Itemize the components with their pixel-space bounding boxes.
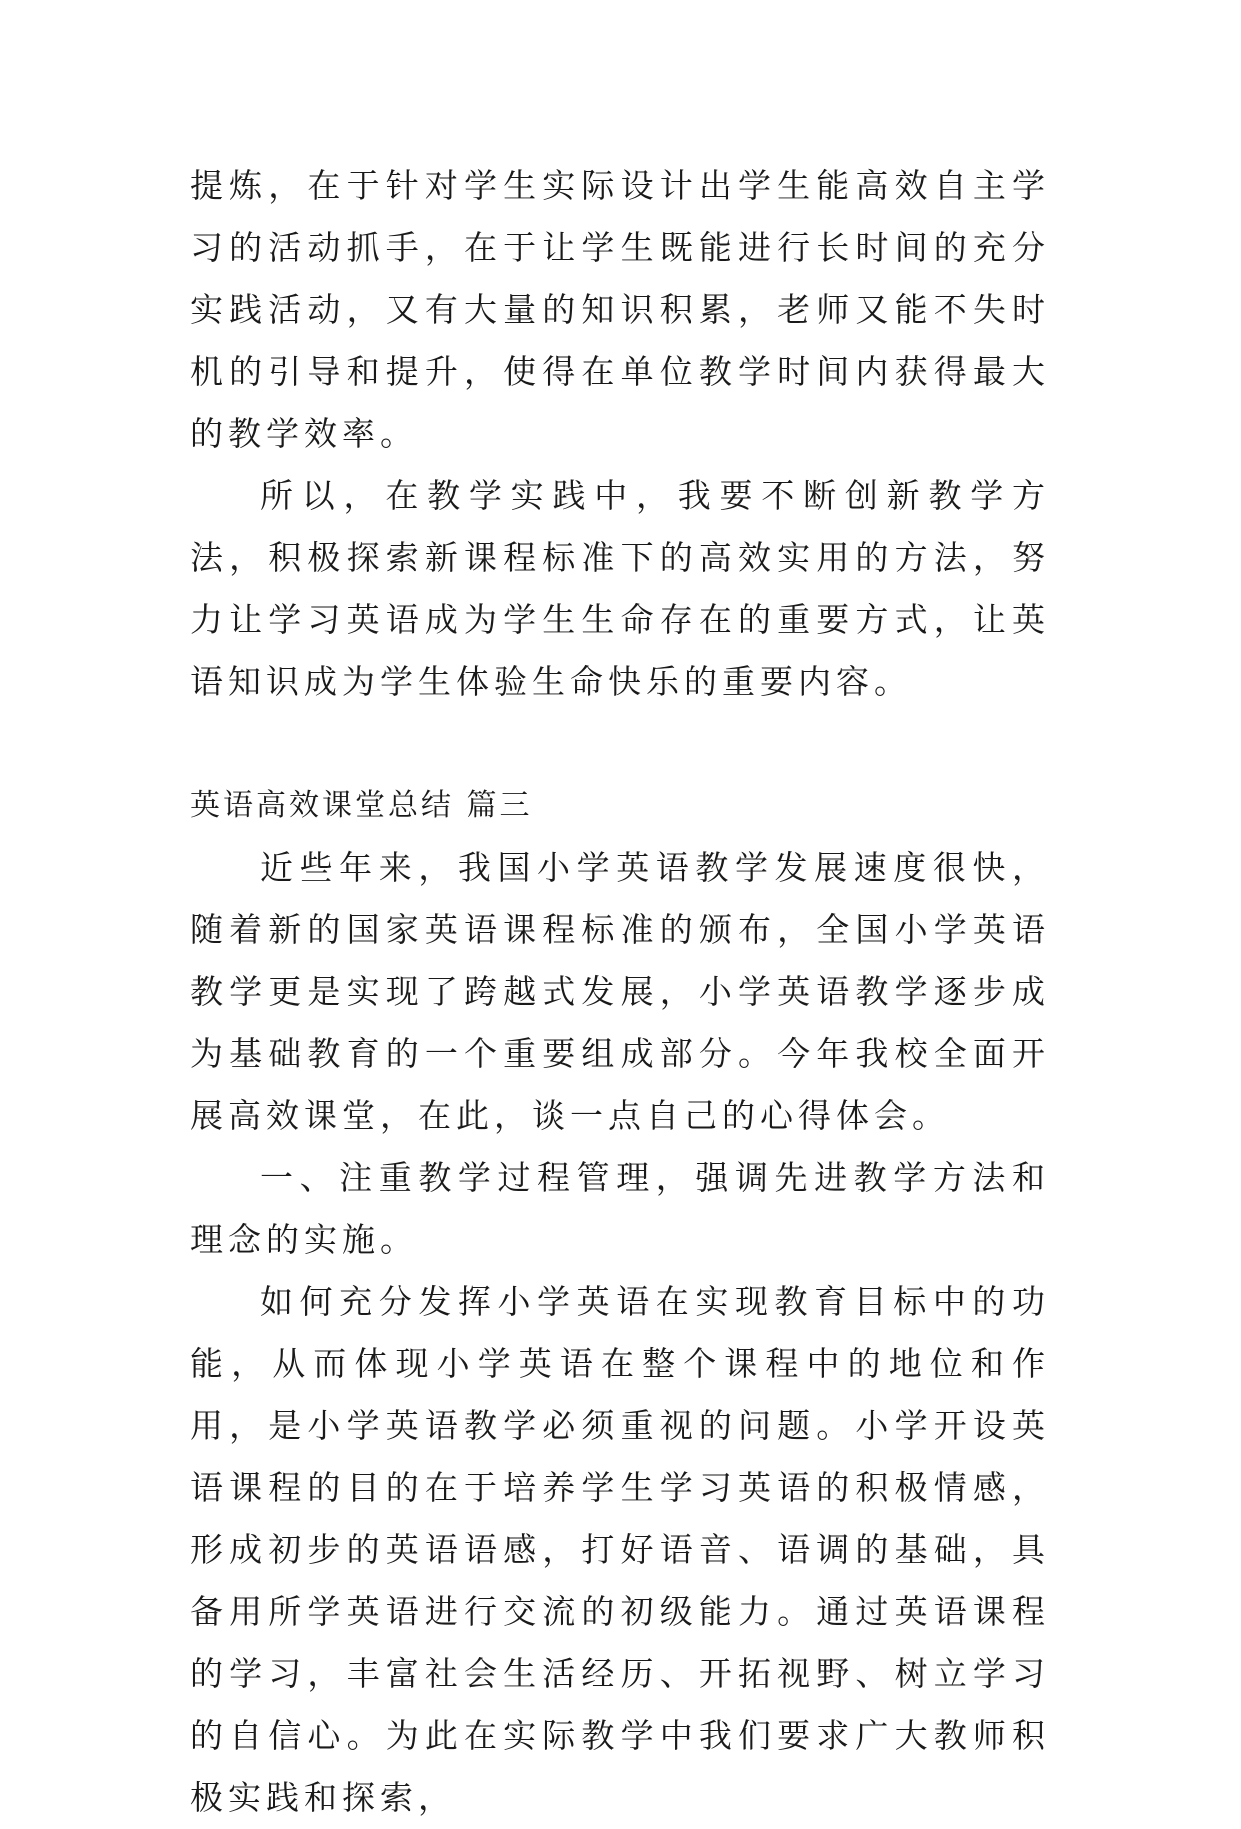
paragraph: 如何充分发挥小学英语在实现教育目标中的功能，从而体现小学英语在整个课程中的地位和作用，是小学英语教学必须重视的问题。小学开设英语课程的目的在于培养学生学习英语的积极情感，形成初步的英语语感，打好语音、语调的基础，具备用所学英语进行交流的初级能力。通过英语课程的学习，丰富社会生活经历、开拓视野、树立学习的自信心。为此在实际教学中我们要求广大教师积极实践和探索， bbox=[190, 1282, 1050, 1817]
section-spacer bbox=[190, 713, 1050, 775]
paragraph-continued: 提炼，在于针对学生实际设计出学生能高效自主学习的活动抓手，在于让学生既能进行长时间的充分实践活动，又有大量的知识积累，老师又能不失时机的引导和提升，使得在单位教学时间内获得最大的教学效率。 bbox=[190, 166, 1050, 453]
document-page bbox=[190, 155, 1050, 1829]
paragraph: 所以，在教学实践中，我要不断创新教学方法，积极探索新课程标准下的高效实用的方法，努力让学习英语成为学生生命存在的重要方式，让英语知识成为学生体验生命快乐的重要内容。 bbox=[190, 476, 1050, 701]
subheading-paragraph: 一、注重教学过程管理，强调先进教学方法和理念的实施。 bbox=[190, 1158, 1050, 1259]
section-heading: 英语高效课堂总结 篇三 bbox=[190, 788, 533, 823]
paragraph: 近些年来，我国小学英语教学发展速度很快，随着新的国家英语课程标准的颁布，全国小学英语教学更是实现了跨越式发展，小学英语教学逐步成为基础教育的一个重要组成部分。今年我校全面开展高效课堂，在此，谈一点自己的心得体会。 bbox=[190, 848, 1050, 1135]
